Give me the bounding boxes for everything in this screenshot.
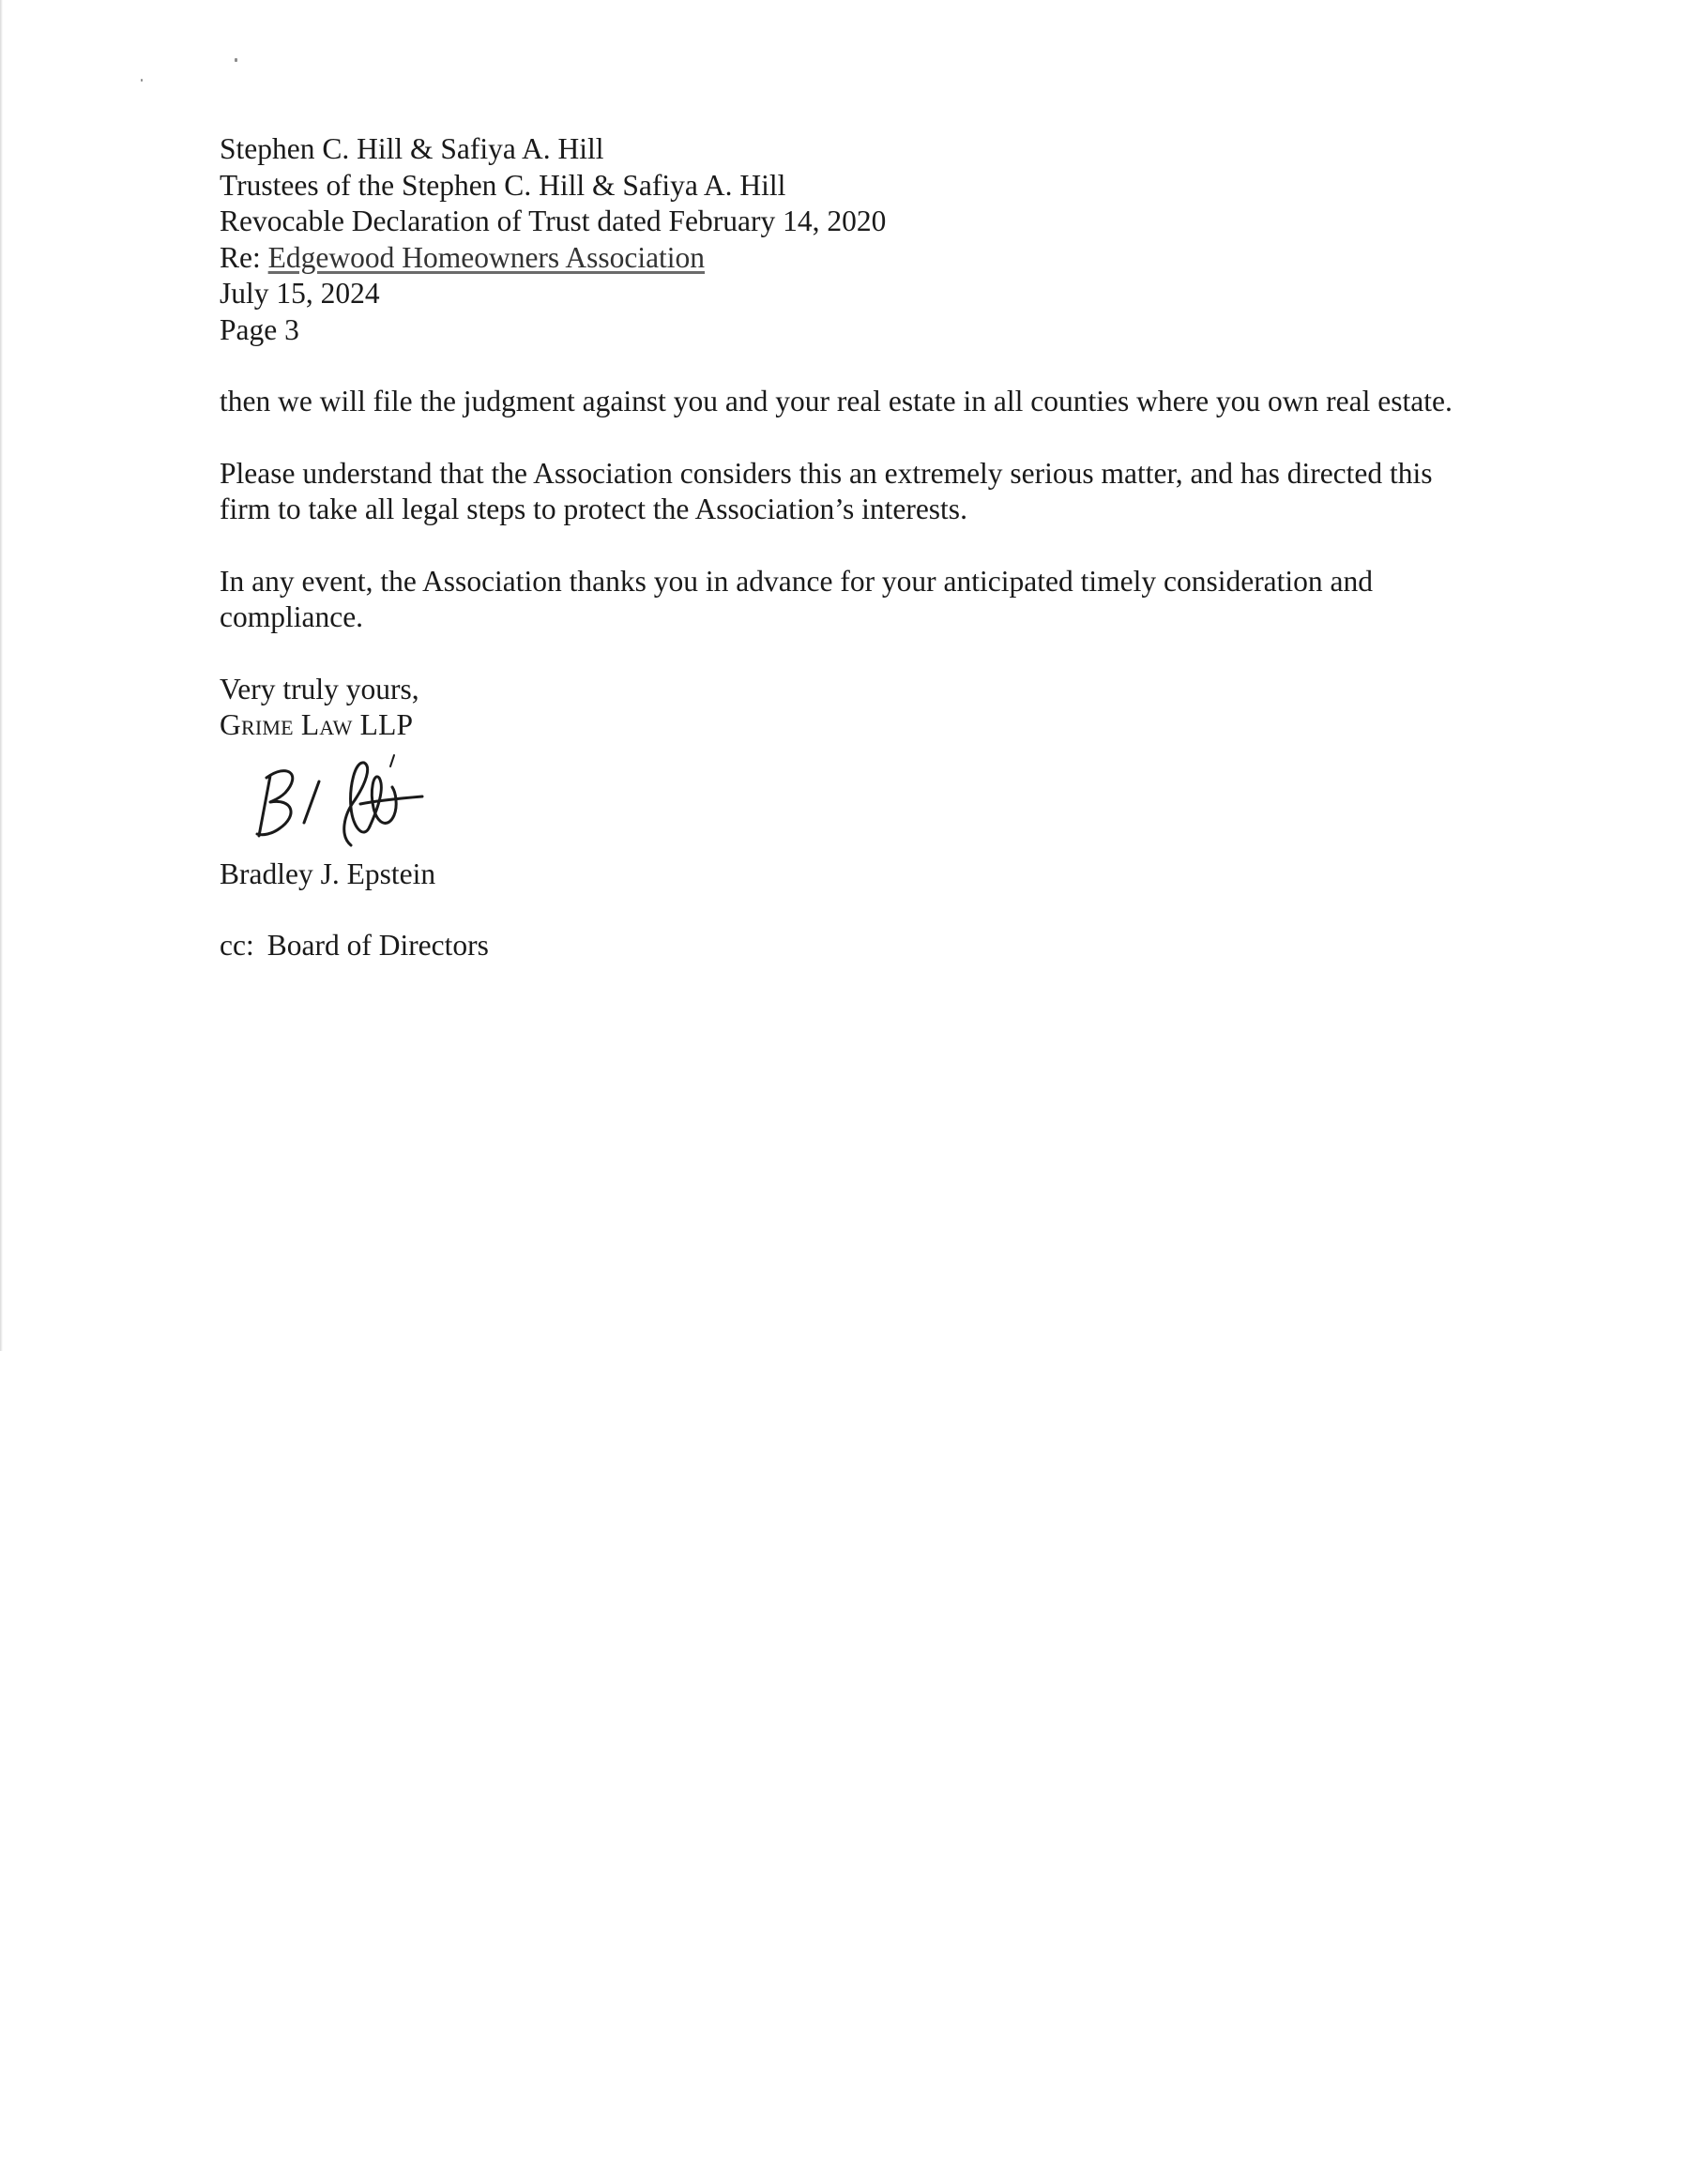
letter-closing bbox=[220, 672, 1477, 893]
re-subject: Edgewood Homeowners Association bbox=[267, 240, 706, 274]
scan-speck bbox=[141, 79, 143, 82]
addressee-line: Stephen C. Hill & Safiya A. Hill bbox=[220, 132, 604, 165]
signer-name: Bradley J. Epstein bbox=[220, 857, 436, 890]
firm-name: Grime Law LLP bbox=[220, 708, 414, 741]
re-line bbox=[220, 240, 1477, 277]
trustees-line: Trustees of the Stephen C. Hill & Safiya A. Hill bbox=[220, 168, 786, 202]
body-paragraph: then we will file the judgment against you and your real estate in all counties where you own real estate. bbox=[220, 385, 1453, 417]
letter-content bbox=[220, 131, 1477, 964]
page-number: Page 3 bbox=[220, 312, 299, 346]
cc-recipient: Board of Directors bbox=[266, 929, 489, 962]
body-paragraph: Please understand that the Association considers this an extremely serious matter, and has directed this firm to take all legal steps to protect the Association’s interests. bbox=[220, 456, 1433, 525]
body-paragraph: In any event, the Association thanks you in advance for your anticipated timely consideration and compliance. bbox=[220, 564, 1374, 633]
re-label: Re: bbox=[220, 240, 261, 274]
scan-edge-shadow bbox=[0, 0, 3, 1351]
salutation: Very truly yours, bbox=[220, 672, 419, 705]
trust-line: Revocable Declaration of Trust dated February 14, 2020 bbox=[220, 205, 887, 237]
letter-header bbox=[220, 131, 1477, 348]
handwritten-signature bbox=[238, 750, 445, 855]
letter-date: July 15, 2024 bbox=[220, 277, 380, 310]
cc-line bbox=[220, 928, 1477, 964]
scan-speck bbox=[235, 58, 237, 62]
cc-label: cc: bbox=[220, 929, 254, 962]
